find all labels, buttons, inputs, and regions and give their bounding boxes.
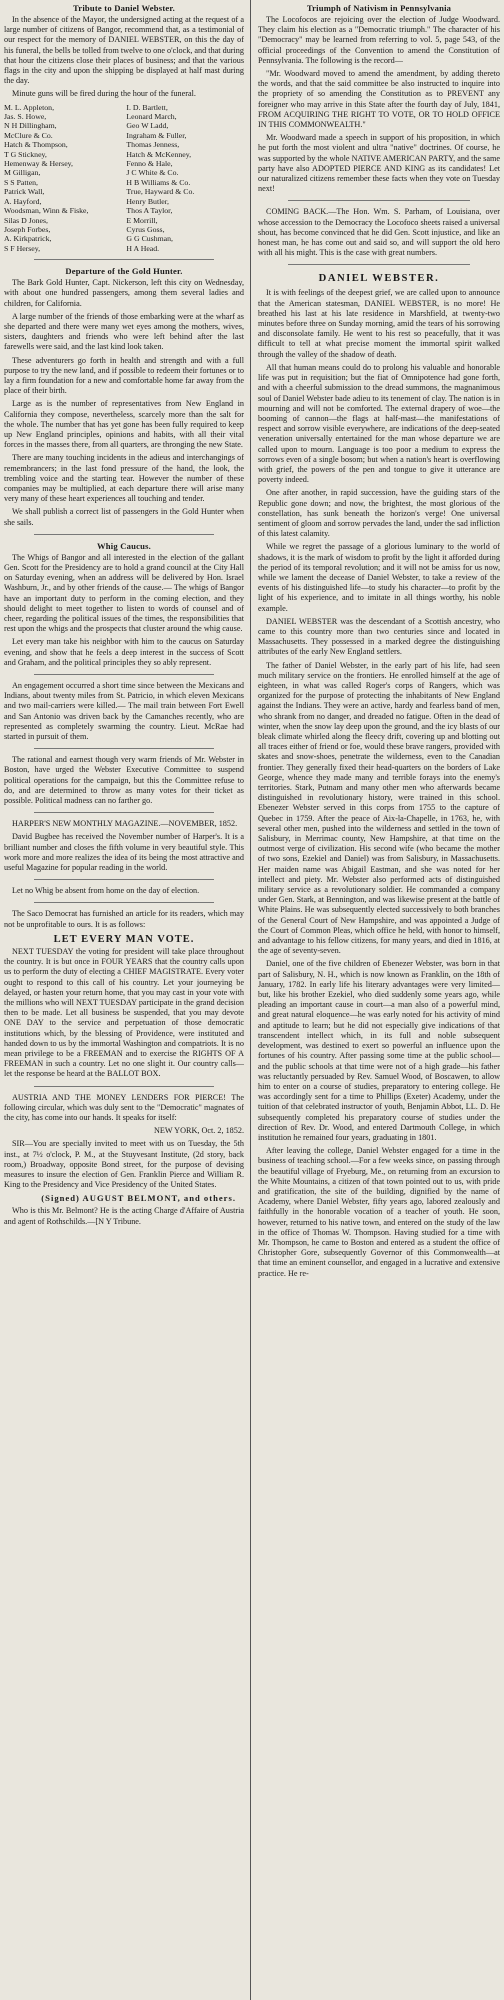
divider	[34, 812, 214, 813]
no-whig-absent: Let no Whig be absent from home on the day of election.	[12, 886, 200, 896]
signatory-name: Geo W Ladd,	[126, 121, 169, 131]
signatory-name: Leonard March,	[126, 112, 177, 122]
divider	[288, 200, 470, 201]
signatory-name: T G Stickney,	[4, 149, 47, 159]
signatory-name: Ingraham & Fuller,	[126, 130, 187, 140]
signatory-name: Thos A Taylor,	[126, 206, 173, 216]
webster-heading: DANIEL WEBSTER.	[318, 273, 440, 285]
signatories-list	[4, 103, 244, 254]
webster-paragraph: One after another, in rapid succession, have the guiding stars of the Republic gone down; and now, the brightest, the most glorious of the constellation, has sunk beneath the horizon's verge! One universal sentiment of gloom and sorrow pervades the land, under the sad infliction of this latest calamity.	[258, 488, 500, 539]
departure-paragraph: There are many touching incidents in the adieus and interchangings of remembrancers; in the last fond pressure of the hand, the look, the trembling voice and the starting tear. However the number of these companies may be multiplied, at each departure there will arise many very many of these heart experiences all touching and tender.	[4, 453, 244, 504]
signatory-name: Woodsman, Winn & Fiske,	[4, 206, 89, 216]
departure-paragraph: The Bark Gold Hunter, Capt. Nickerson, left this city on Wednesday, with about one hundred passengers, among them several ladies and children, for California.	[4, 278, 244, 308]
signatory-name: Joseph Forbes,	[4, 224, 51, 234]
signatory-name: Jas. S. Howe,	[4, 112, 47, 122]
triumph-heading: Triumph of Nativism in Pennsylvania	[306, 3, 452, 13]
departure-paragraph: A large number of the friends of those embarking were at the wharf as she departed and there were many wet eyes among the mothers, wives, sisters, daughters and friends who were left behind after the last farewells were said, and the last kind look taken.	[4, 311, 244, 352]
signatory-name: G G Cushman,	[126, 234, 173, 244]
webster-paragraph: Daniel, one of the five children of Ebenezer Webster, was born in that part of Salisbury, N. H., which is now known as Franklin, on the 18th of January, 1782. In early life his literary advantages were very limited—but, like his brother Ezekiel, who died suddenly some years ago, while pleading an important cause in court—a man also of a powerful mind, and great natural eloquence—he was early noted for his activity of mind and aptitude to learn; but he did not especially give indications of that transcendent intellect which, in its full and noble subsequent development, was destined to exert so powerful an influence upon the fortunes of his country. After passing some time at the public school—and the public schools at that time were not of a high grade—his father was reluctantly persuaded by Rev. Samuel Wood, of Boscawen, to allow him to enter on a course of studies, preparatory to entering college. He was accordingly sent for a time to Phillips (Exeter) Academy, under the tuition of that celebrated instructor of youth, Benjamin Abbot, LL. D. He subsequently completed his preparatory course of studies under the direction of Rev. Dr. Wood, and entered Dartmouth College, in which institution he remained four years, graduating in 1801.	[258, 959, 500, 1142]
signatory-name: I. D. Bartlett,	[126, 102, 168, 112]
webster-paragraph: The father of Daniel Webster, in the early part of his life, had seen much military service on the frontiers. He enrolled himself at the age of eighteen, in what was called Roger's corps of Rangers, which was organized for the purpose of protecting the inhabitants of New England against the Indians. They were an active, hardy and fearless band of men, who shrank from no danger, and dreaded no fatigue. Often in the dead of winter, when the snow lay deep upon the ground, and the icy blasts of our bleak climate whirled along the fleecy drift, covering up and blotting out all traces either of friend or foe, would these brave rangers, provided with skates and snow-shoes, penetrate the wilderness, even to the Canadian frontier. They generally fixed their head-quarters on the borders of Lake George, whence they made many and terrible forays into the enemy's territories. Stark, Putnam and many other men who afterwards became distinguished in revolutionary history, were trained in this school. Ebenezer Webster served in this corps from 1755 to the capture of Quebec in 1759. After the peace of Aix-la-Chapelle, in 1763, he, with several other men, pushed into the wilderness and settled in the town of Salisbury, in Merrimac county, New Hampshire, at that time on the outmost verge of civilization. His second wife (who became the mother of two sons, Ezekiel and Daniel) was from Salisbury, in Massachusetts. Her maiden name was Abigail Eastman, and she was noted for her intellect and piety. Mr. Webster also performed acts of distinguished military service as a revolutionary soldier. He commanded a company under Gen. Stark, at Bennington, and was likewise present at the battle of White Plains. He was subsequently elected successively to both branches of the General Court of New Hampshire, and was appointed a Judge of the Court of Common Pleas, which office he held, with honor to himself, and advantage to his fellow citizens, for many years, and died in 1816, at the age of seventy-seven.	[258, 660, 500, 956]
tribute-guns: Minute guns will be fired during the hour of the funeral.	[12, 89, 196, 99]
divider	[288, 264, 470, 265]
signatory-name: Patrick Wall,	[4, 187, 45, 197]
signatory-name: J C White & Co.	[126, 168, 179, 178]
signatory-name: A. Hayford,	[4, 196, 42, 206]
divider	[34, 259, 214, 260]
signatory-name: Thomas Jenness,	[126, 140, 180, 150]
circular-paragraph: SIR—You are specially invited to meet with us on Tuesday, the 5th inst., at 7½ o'clock, P. M., at the Stuyvesant Institute, (2d story, back room,) Broadway, opposite Bond street, for the purpose of devising measures to insure the election of Gen. Franklin Pierce and William R. King to the Presidency and Vice Presidency of the United States.	[4, 1139, 244, 1190]
vote-paragraph: NEXT TUESDAY the voting for president will take place throughout the country. It is but once in FOUR YEARS that the country calls upon us to perform the duty of electing a CHIEF MAGISTRATE. Every voter ought to respond to this call of his country. Let your journeying be delayed, or hasten your return home, that you may cast in your vote with the millions who will NEXT TUESDAY participate in the grand decision then to be made. Let all business be suspended, that you may devote ONE DAY to the service and perpetuation of those democratic institutions which, by the blessing of Providence, were instituted and handed down to us by the immortal Washington and compatriots. It is no mean privilege to be a FREEMAN and to exercise the RIGHTS OF A FREEMAN in such a country. Let no one slight it. Our country calls—let the response be heard at the BALLOT BOX.	[4, 946, 244, 1079]
triumph-paragraph: Mr. Woodward made a speech in support of his proposition, in which he put forth the most violent and ultra "native" doctrines. Of course, he was supported by the whole NATIVE AMERICAN PARTY, and the same party have also ADOPTED PIERCE AND KING as its candidates! Let our naturalized citizens remember these facts when they vote on Tuesday next!	[258, 133, 500, 194]
circular-date: NEW YORK, Oct. 2, 1852.	[153, 1126, 244, 1136]
signatory-name: E Morrill,	[126, 215, 158, 225]
signatory-name: McClure & Co.	[4, 130, 53, 140]
right-column	[258, 0, 500, 2000]
whig-paragraph: Let every man take his neighbor with him to the caucus on Saturday evening, and show that he feels a deep interest in the success of Scott and Graham, and the political principles they so ably represent.	[4, 637, 244, 667]
whig-heading: Whig Caucus.	[97, 540, 151, 551]
triumph-paragraph: The Locofocos are rejoicing over the election of Judge Woodward. They claim his election as a "Democratic triumph." The character of his "Democracy" may be learned from referring to vol. 5, page 543, of the official proceedings of the Convention to amend the Constitution of Pennsylvania. The following is the record—	[258, 15, 500, 65]
signatory-name: H B Williams & Co.	[126, 177, 191, 187]
column-rule	[250, 0, 251, 2000]
divider	[34, 534, 214, 535]
circular-signature: (Signed) AUGUST BELMONT, and others.	[41, 1193, 236, 1204]
signatory-name: Hemenway & Hersey,	[4, 159, 73, 169]
signatory-name: H A Head.	[126, 243, 160, 253]
tribute-body: In the absence of the Mayor, the undersigned acting at the request of a large number of citizens of Bangor, recommend that, as a testimonial of our respect for the memory of DANIEL WEBSTER, on this the day of his funeral, the bells be tolled from twelve to one o'clock, and that during that hour the citizens close their places of business; and that the various flags in the city and upon the shipping be displayed at half mast during the day.	[4, 15, 244, 86]
signatory-name: Henry Butler,	[126, 196, 169, 206]
signatory-name: True, Hayward & Co.	[126, 187, 195, 197]
signatory-name: S S Patten,	[4, 177, 39, 187]
signatory-name: M. L. Appleton,	[4, 102, 55, 112]
signatory-name: Silas D Jones,	[4, 215, 48, 225]
divider	[34, 1086, 214, 1087]
departure-paragraph: We shall publish a correct list of passengers in the Gold Hunter when she sails.	[4, 507, 244, 527]
departure-paragraph: Large as is the number of representatives from New England in California they compose, nevertheless, scarcely more than the salt for the whole. The number that has yet gone has been fully required to keep up New England principles, opinions and habits, with all their vital forces in the masses there, from all quarters, are thronging the new State.	[4, 399, 244, 450]
rational-paragraph: The rational and earnest though very warm friends of Mr. Webster in Boston, have urged the Webster Executive Committee to suspend political operations for the campaign, but this the Committee refuse to do, and are determined to throw as many votes for their ticket as possible. Political madness can no farther go.	[4, 755, 244, 806]
signatory-name: Cyrus Goss,	[126, 224, 165, 234]
austria-paragraph: AUSTRIA AND THE MONEY LENDERS FOR PIERCE! The following circular, which was duly sent to the "Democratic" magnates of the city, has come into our hands. It speaks for itself:	[4, 1092, 244, 1122]
signatory-name: S F Hersey,	[4, 243, 41, 253]
saco-paragraph: The Saco Democrat has furnished an article for its readers, which may not be unprofitable to ours. It is as follows:	[4, 909, 244, 929]
harper-heading: HARPER'S NEW MONTHLY MAGAZINE.—NOVEMBER, 1852.	[12, 819, 238, 829]
webster-paragraph: While we regret the passage of a glorious luminary to the world of shadows, it is the mark of wisdom to profit by the light it afforded during the period of its temporal revolution; and it will not be amiss for us now, while we lament the decease of Daniel Webster, to take a review of the events of his distinguished life—to study his character—to profit by the light of his experience, and to imitate in all things worthy, his noble example.	[258, 542, 500, 613]
vote-heading: LET EVERY MAN VOTE.	[53, 933, 195, 945]
tribute-heading: Tribute to Daniel Webster.	[73, 3, 175, 13]
belmont-paragraph: Who is this Mr. Belmont? He is the acting Charge d'Affaire of Austria and agent of Rothschilds.—[N Y Tribune.	[4, 1206, 244, 1226]
departure-paragraph: These adventurers go forth in health and strength and with a full purpose to try the new land, and if possible to redeem their fortunes or to lay a firm foundation for a new and comfortable home far away from the place of their birth.	[4, 355, 244, 396]
triumph-paragraph: "Mr. Woodward moved to amend the amendment, by adding thereto the words, and that the said committee be also instructed to inquire into the propriety of so amending the Constitution as to PREVENT any foreigner who may arrive in this State after the fourth day of July, 1841, FROM ACQUIRING THE RIGHT TO VOTE, OR TO HOLD OFFICE IN THIS COMMONWEALTH."	[258, 69, 500, 130]
webster-paragraph: All that human means could do to prolong his valuable and honorable life was put in requisition; but the fiat of Omnipotence had gone forth, and with a cheerful submission to the dread summons, the magnanimous soul of Daniel Webster bade adieu to its tenement of clay. The nation is in mourning and will not be comforted. The external drapery of woe—the booming of cannon—the flags at half-mast—the manifestations of respect and sorrow visible everywhere, are indications of the deep-seated veneration universally entertained for the man whose departure we are called upon to mourn. Language is too poor a medium to express the sorrows even of a single bosom; but when a nation's heart is overflowing with grief, the powers of the pen and tongue to give it utterance are poverty indeed.	[258, 362, 500, 485]
signatories-right	[126, 103, 244, 254]
webster-paragraph: After leaving the college, Daniel Webster engaged for a time in the business of teaching school.—For a few weeks since, on passing through the beautiful village of Fryeburg, Me., on returning from an excursion to the White Mountains, a citizen of that town pointed out to us, with pride and gratification, the site of the building, dignified by the name of Academy, where Daniel Webster, fifty years ago, labored zealously and faithfully in the honorable vocation of a teacher of youth. He soon, however, returned to his native town, and entered on the study of the law in the office of Thomas W. Thompson. Having studied for a time with Mr. Thompson, he came to Boston and entered as a student the office of Christopher Gore, subsequently Governor of this Commonwealth—at that time an eminent counsellor, and engaged in a lucrative and extensive practice. He re-	[258, 1146, 500, 1278]
signatory-name: M Gilligan,	[4, 168, 41, 178]
signatory-name: Hatch & McKenney,	[126, 149, 192, 159]
divider	[34, 879, 214, 880]
left-column	[4, 0, 244, 2000]
signatory-name: N H Dillingham,	[4, 121, 57, 131]
divider	[34, 902, 214, 903]
harper-paragraph: David Bugbee has received the November number of Harper's. It is a brilliant number and closes the fifth volume in very beautiful style. This work more and more realizes the idea of its being the most attractive and useful Magazine for popular reading in the world.	[4, 832, 244, 873]
engagement-paragraph: An engagement occurred a short time since between the Mexicans and Indians, about twenty miles from St. Patricio, in which eleven Mexicans and two mail-carriers were killed.— The mail train between Fort Ewell and San Antonio was driven back by the Camanches recently, who are represented as completely swarming the country. Lieut. McRae had started in pursuit of them.	[4, 681, 244, 742]
departure-heading: Departure of the Gold Hunter.	[65, 266, 183, 277]
signatory-name: Hatch & Thompson,	[4, 140, 68, 150]
webster-paragraph: DANIEL WEBSTER was the descendant of a Scottish ancestry, who came to this country more than two centuries since and located in Massachusetts. They possessed in a marked degree the distinguishing attributes of the early New England settlers.	[258, 616, 500, 657]
signatory-name: A. Kirkpatrick,	[4, 234, 52, 244]
signatory-name: Fenno & Hale,	[126, 159, 173, 169]
parham-paragraph: COMING BACK.—The Hon. Wm. S. Parham, of Louisiana, over whose accession to the Democracy the Locofoco sheets raised a universal shout, has become convinced that he did Gen. Scott injustice, and like an honest man, he has come out and said so, and will support the old hero with all his might. This is the case with great numbers.	[258, 207, 500, 258]
divider	[34, 674, 214, 675]
signatories-left	[4, 103, 122, 254]
webster-paragraph: It is with feelings of the deepest grief, we are called upon to announce that the American statesman, DANIEL WEBSTER, is no more! He breathed his last at his late residence in Marshfield, at twenty-two minutes before three on Sunday morning, amid the tears of his sorrowing and disconsolate family. He went to his rest so peacefully, that it was difficult to tell at what precise moment the immortal spirit walked through the valley of the shadow of death.	[258, 288, 500, 359]
whig-paragraph: The Whigs of Bangor and all interested in the election of the gallant Gen. Scott for the Presidency are to hold a grand council at the City Hall on Saturday evening, when an address will be delivered by Hon. Israel Washburn, Jr., and by other friends of the cause.— The whigs of Bangor have an important duty to perform in the coming election, and they should delight to meet together to listen to words of counsel and of cheer, regarding the political issues of the times, the responsibilities that rest upon the whigs and the prospects that cluster around the whig cause.	[4, 552, 244, 634]
divider	[34, 748, 214, 749]
